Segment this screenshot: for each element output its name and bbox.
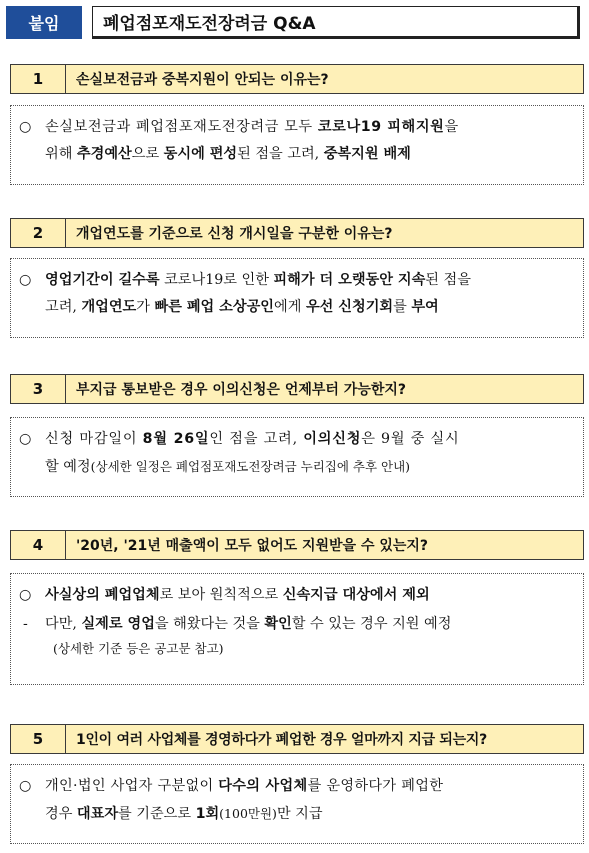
question-bar-1 <box>10 64 584 94</box>
answer-line <box>19 114 573 141</box>
question-number: 4 <box>11 531 66 559</box>
answer-text: 영업기간이 길수록 코로나19로 인한 피해가 더 오랫동안 지속된 점을 <box>45 272 471 288</box>
answer-continuation: 할 예정(상세한 일정은 폐업점포재도전장려금 누리집에 추후 안내) <box>45 459 411 475</box>
answer-text: 신청 마감일이 8월 26일인 점을 고려, 이의신청은 9월 중 실시 <box>45 431 460 447</box>
answer-continuation: 위해 추경예산으로 동시에 편성된 점을 고려, 중복지원 배제 <box>45 146 411 162</box>
answer-subline <box>19 611 573 638</box>
question-text: 부지급 통보받은 경우 이의신청은 언제부터 가능한지? <box>76 382 407 398</box>
answer-continuation: 고려, 개업연도가 빠른 폐업 소상공인에게 우선 신청기회를 부여 <box>45 299 439 315</box>
bullet-icon: ○ <box>19 272 32 288</box>
answer-box-1 <box>10 105 584 185</box>
question-bar-5 <box>10 724 584 754</box>
answer-text: 개인·법인 사업자 구분없이 다수의 사업체를 운영하다가 폐업한 <box>45 778 444 794</box>
answer-line <box>19 426 573 453</box>
answer-box-4 <box>10 573 584 685</box>
answer-box-5 <box>10 764 584 844</box>
attachment-badge: 붙임 <box>6 6 82 39</box>
question-text: 손실보전금과 중복지원이 안되는 이유는? <box>76 72 329 88</box>
dash-icon: - <box>23 616 28 632</box>
page-title: 폐업점포재도전장려금 Q&A <box>92 6 580 39</box>
question-number: 3 <box>11 375 66 403</box>
question-number: 2 <box>11 219 66 247</box>
question-number: 5 <box>11 725 66 753</box>
answer-line <box>19 773 573 800</box>
answer-line <box>19 267 573 294</box>
question-text: 개업연도를 기준으로 신청 개시일을 구분한 이유는? <box>76 226 393 242</box>
answer-text: 손실보전금과 폐업점포재도전장려금 모두 코로나19 피해지원을 <box>45 119 459 135</box>
answer-note: (상세한 기준 등은 공고문 참고) <box>53 641 224 656</box>
question-text: '20년, '21년 매출액이 모두 없어도 지원받을 수 있는지? <box>76 538 429 554</box>
bullet-icon: ○ <box>19 778 32 794</box>
bullet-icon: ○ <box>19 431 32 447</box>
question-number: 1 <box>11 65 66 93</box>
answer-line <box>19 582 573 609</box>
bullet-icon: ○ <box>19 587 32 603</box>
bullet-icon: ○ <box>19 119 32 135</box>
answer-text: 사실상의 폐업업체로 보아 원칙적으로 신속지급 대상에서 제외 <box>45 587 430 603</box>
answer-text: 다만, 실제로 영업을 해왔다는 것을 확인할 수 있는 경우 지원 예정 <box>45 616 452 632</box>
question-bar-3 <box>10 374 584 404</box>
answer-box-3 <box>10 417 584 497</box>
question-bar-4 <box>10 530 584 560</box>
question-bar-2 <box>10 218 584 248</box>
question-text: 1인이 여러 사업체를 경영하다가 폐업한 경우 얼마까지 지급 되는지? <box>76 732 487 748</box>
answer-continuation: 경우 대표자를 기준으로 1회(100만원)만 지급 <box>45 806 323 822</box>
answer-box-2 <box>10 258 584 338</box>
